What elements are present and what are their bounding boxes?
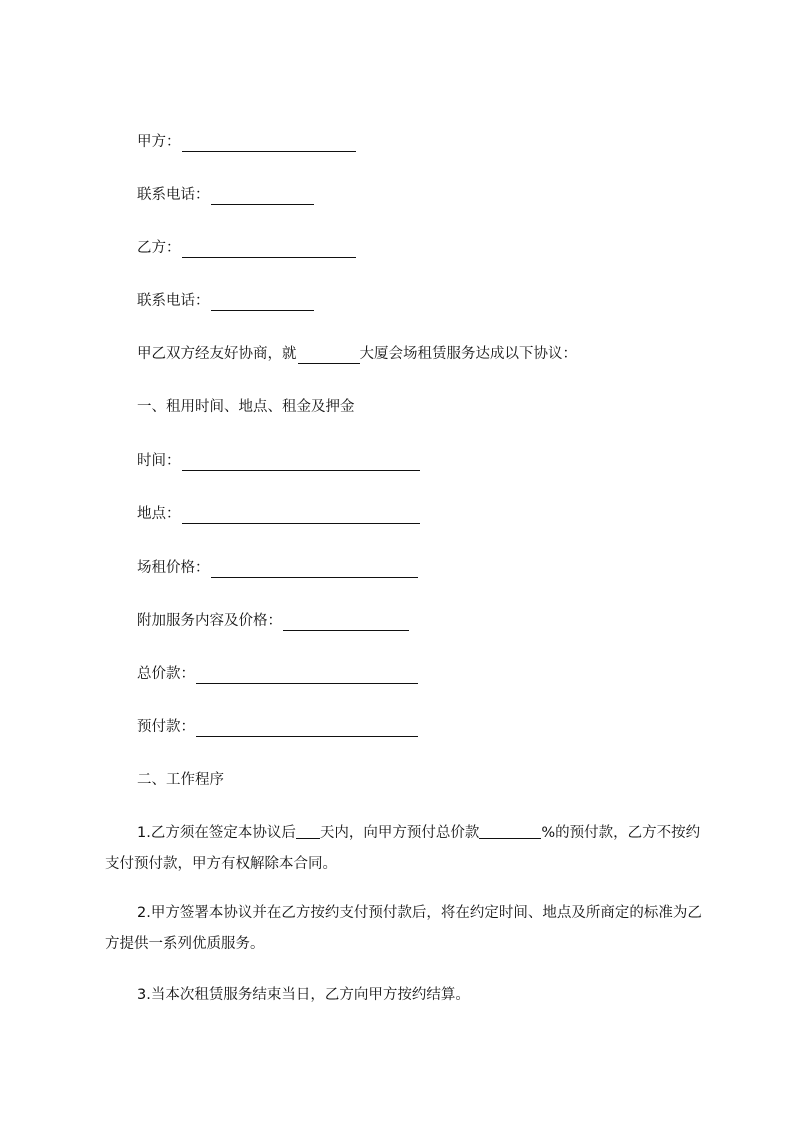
item1-part-b: 天内，向甲方预付总价款 <box>319 825 480 841</box>
place-label: 地点： <box>137 506 181 522</box>
phone-a-blank[interactable] <box>211 189 314 205</box>
rent-blank[interactable] <box>211 562 418 578</box>
phone-b-line <box>137 291 314 311</box>
days-blank[interactable] <box>296 824 320 839</box>
prepay-line <box>137 717 418 737</box>
time-label: 时间： <box>137 453 181 469</box>
item1-part-a: 1.乙方须在签定本协议后 <box>137 825 296 841</box>
party-a-label: 甲方： <box>137 134 181 150</box>
phone-b-blank[interactable] <box>211 295 314 311</box>
item2-text: 2.甲方签署本协议并在乙方按约支付预付款后，将在约定时间、地点及所商定的标准为乙方提供一系列优质服务。 <box>105 905 702 952</box>
total-line <box>137 664 418 684</box>
phone-a-line <box>137 185 314 205</box>
extra-label: 附加服务内容及价格： <box>137 613 282 629</box>
rent-line <box>137 558 418 578</box>
party-a-line <box>137 132 356 152</box>
procedure-item-1 <box>105 818 705 880</box>
item3-text: 3.当本次租赁服务结束当日，乙方向甲方按约结算。 <box>137 987 470 1003</box>
extra-line <box>137 611 409 631</box>
place-line <box>137 504 420 524</box>
section1-heading <box>137 397 355 417</box>
intro-suffix: 大厦会场租赁服务达成以下协议： <box>359 346 577 362</box>
section2-heading <box>137 770 224 790</box>
section1-heading-text: 一、租用时间、地点、租金及押金 <box>137 399 355 415</box>
time-line <box>137 451 420 471</box>
rent-label: 场租价格： <box>137 560 210 576</box>
total-label: 总价款： <box>137 666 195 682</box>
place-blank[interactable] <box>182 508 420 524</box>
party-b-blank[interactable] <box>182 242 356 258</box>
section2-heading-text: 二、工作程序 <box>137 772 224 788</box>
time-blank[interactable] <box>182 455 420 471</box>
intro-line <box>137 344 577 364</box>
party-a-blank[interactable] <box>182 136 356 152</box>
procedure-item-3 <box>105 980 705 1011</box>
procedure-item-2 <box>105 898 705 960</box>
intro-prefix: 甲乙双方经友好协商，就 <box>137 346 297 362</box>
party-b-line <box>137 238 356 258</box>
prepay-label: 预付款： <box>137 719 195 735</box>
building-blank[interactable] <box>298 348 360 364</box>
party-b-label: 乙方： <box>137 240 181 256</box>
item1-part-c: %的预付款，乙方不按约支付预付款，甲方有权解除本合同。 <box>105 825 701 872</box>
phone-a-label: 联系电话： <box>137 187 210 203</box>
extra-blank[interactable] <box>283 615 409 631</box>
phone-b-label: 联系电话： <box>137 293 210 309</box>
percent-blank[interactable] <box>479 824 541 839</box>
total-blank[interactable] <box>196 668 418 684</box>
prepay-blank[interactable] <box>196 721 418 737</box>
